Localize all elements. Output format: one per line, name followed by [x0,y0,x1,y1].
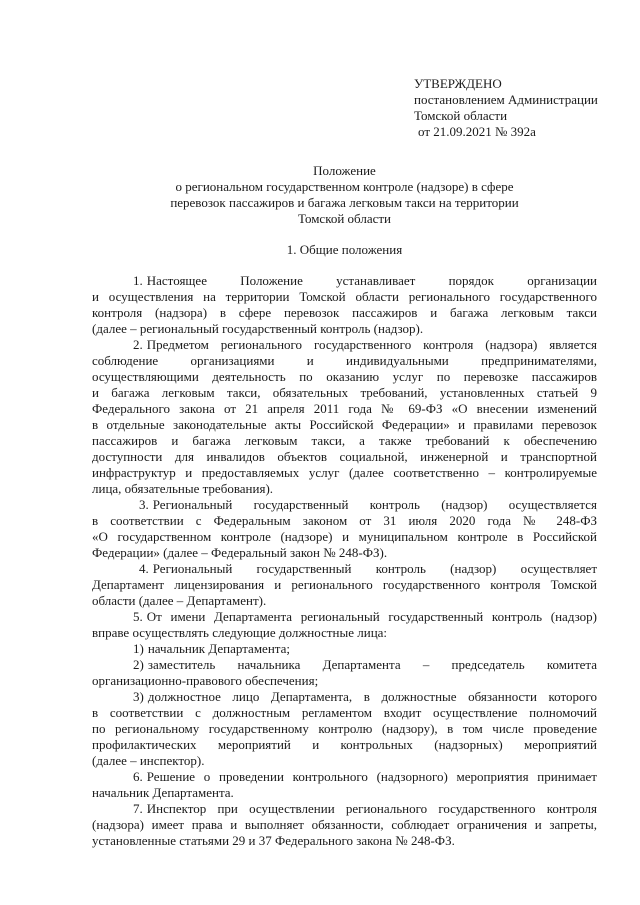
paragraph-line: осуществляющими деятельность по оказанию услуг по перевозке пассажиров [92,369,597,384]
paragraph-text: Решение о проведении контрольного (надзорного) мероприятия принимает [146,769,597,784]
paragraph-number: 4. [139,561,149,576]
paragraph-line: профилактических мероприятий и контрольных (надзорных) мероприятий [92,737,597,752]
document-title-block [92,163,597,227]
paragraph-line [92,273,597,289]
approval-issuer-region: Томской области [414,108,508,123]
paragraph-text: Региональный государственный контроль (надзор) осуществляет [152,561,597,576]
paragraph-4 [92,561,597,609]
paragraph-text: От имени Департамента региональный государственный контроль (надзор) [146,609,597,624]
paragraph-text: Инспектор при осуществлении регионального государственного контроля [146,801,597,816]
paragraph-line: (далее – инспектор). [92,753,205,768]
approval-block [414,76,624,140]
paragraph-line: и багажа легковым такси, обязательных требований, установленных статьей 9 [92,385,597,400]
paragraph-line: Федерации» (далее – Федеральный закон № 248-ФЗ). [92,545,388,560]
paragraph-3 [92,497,597,561]
document-body [92,273,597,849]
paragraph-line: в соответствии с должностным регламентом входит осуществление полномочий [92,705,597,720]
document-subtitle-line: перевозок пассажиров и багажа легковым такси на территории [170,195,519,210]
list-item-number: 3) [133,689,144,704]
paragraph-line [92,801,597,817]
list-item-number: 2) [133,657,144,672]
paragraph-line: (надзора) имеет права и выполняет обязанности, соблюдает ограничения и запреты, [92,817,597,832]
paragraph-line: инфраструктур и предоставляемых услуг (далее соответственно – контролируемые [92,465,597,480]
paragraph-line [92,689,597,705]
list-item-text: заместитель начальника Департамента – председатель комитета [147,657,597,672]
paragraph-line: Федерального закона от 21 апреля 2011 года № 69-ФЗ «О внесении изменений [92,401,597,416]
paragraph-number: 1. [133,273,143,288]
paragraph-text: Региональный государственный контроль (надзор) осуществляется [152,497,597,512]
paragraph-line [92,561,597,577]
document-subtitle-line: о региональном государственном контроле (надзоре) в сфере [175,179,514,194]
list-item-3 [92,689,597,769]
paragraph-line [92,657,597,673]
paragraph-line [92,609,597,625]
list-item-text: должностное лицо Департамента, в должностные обязанности которого [147,689,597,704]
paragraph-line [92,497,597,513]
list-item-number: 1) [133,641,144,656]
paragraph-number: 5. [133,609,143,624]
paragraph-text: Настоящее Положение устанавливает порядок организации [146,273,597,288]
paragraph-line: в соответствии с Федеральным законом от 31 июля 2020 года № 248-ФЗ [92,513,597,528]
paragraph-2 [92,337,597,497]
paragraph-line: пассажиров и багажа легковым такси, а также требований к обеспечению [92,433,597,448]
document-subtitle-line: Томской области [297,211,392,226]
paragraph-text: Предметом регионального государственного контроля (надзора) является [146,337,597,352]
paragraph-line: (далее – региональный государственный контроль (надзор). [92,321,424,336]
approval-stamp: УТВЕРЖДЕНО [414,76,502,91]
paragraph-number: 7. [133,801,143,816]
paragraph-line: соблюдение организациями и индивидуальными предпринимателями, [92,353,597,368]
paragraph-line: и осуществления на территории Томской области регионального государственного [92,289,597,304]
paragraph-line: организационно-правового обеспечения; [92,673,319,688]
paragraph-line [92,337,597,353]
approval-date-number: от 21.09.2021 № 392а [418,124,536,139]
list-item-1 [92,641,597,657]
paragraph-1 [92,273,597,337]
approval-issuer-line: постановлением Администрации [414,92,598,107]
paragraph-7 [92,801,597,849]
paragraph-line: «О государственном контроле (надзоре) и муниципальном контроле в Российской [92,529,597,544]
paragraph-line: Департамент лицензирования и регионального государственного контроля Томской [92,577,597,592]
paragraph-line: контроля (надзора) в сфере перевозок пассажиров и багажа легковым такси [92,305,597,320]
list-item-2 [92,657,597,689]
paragraph-line: области (далее – Департамент). [92,593,267,608]
paragraph-line [92,769,597,785]
paragraph-6 [92,769,597,801]
paragraph-line: по региональному государственному контролю (надзору), в том числе проведение [92,721,597,736]
paragraph-5 [92,609,597,641]
list-item-text: начальник Департамента; [147,641,291,656]
paragraph-number: 6. [133,769,143,784]
paragraph-line: в отдельные законодательные акты Российской Федерации» и правилами перевозок [92,417,597,432]
section-heading: 1. Общие положения [286,242,403,257]
paragraph-line: установленные статьями 29 и 37 Федерального закона № 248-ФЗ. [92,833,455,848]
paragraph-line [92,641,597,657]
paragraph-line: лица, обязательные требования). [92,481,274,496]
paragraph-line: доступности для инвалидов объектов социальной, инженерной и транспортной [92,449,597,464]
paragraph-line: начальник Департамента. [92,785,234,800]
paragraph-line: вправе осуществлять следующие должностные лица: [92,625,388,640]
paragraph-number: 2. [133,337,143,352]
document-title: Положение [313,163,376,178]
paragraph-number: 3. [139,497,149,512]
